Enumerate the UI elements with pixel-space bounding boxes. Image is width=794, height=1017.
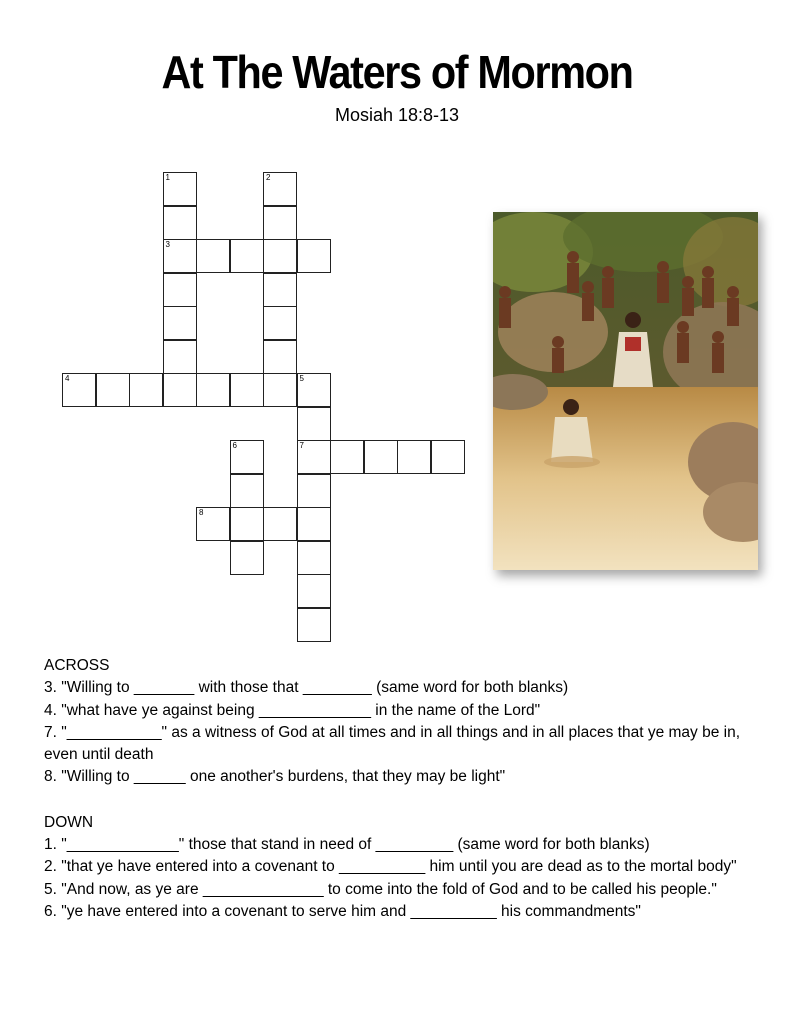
clue-number: 1 [165,173,170,182]
crossword-cell[interactable] [163,172,197,206]
crossword-cell[interactable] [297,373,331,407]
crossword-cell[interactable] [263,373,297,407]
across-clue-8: 8. "Willing to ______ one another's burdens, that they may be light" [44,768,506,786]
crossword-cell[interactable] [263,273,297,307]
crossword-cell[interactable] [297,440,331,474]
crossword-cell[interactable] [263,306,297,340]
crossword-cell[interactable] [263,239,297,273]
crossword-cell[interactable] [297,239,331,273]
crossword-cell[interactable] [196,373,230,407]
down-clue-6: 6. "ye have entered into a covenant to serve him and __________ his commandments" [44,902,641,920]
clue-number: 7 [299,441,304,450]
page-title: At The Waters of Mormon [161,46,633,98]
across-clue-3: 3. "Willing to _______ with those that ________ (same word for both blanks) [44,679,569,697]
crossword-cell[interactable] [431,440,465,474]
across-heading: ACROSS [44,657,110,674]
crossword-cell[interactable] [263,206,297,240]
down-clue-1: 1. "_____________" those that stand in need of _________ (same word for both blanks) [44,836,650,854]
crossword-cell[interactable] [263,172,297,206]
scripture-reference: Mosiah 18:8-13 [334,105,460,125]
crossword-cell[interactable] [297,574,331,608]
crossword-cell[interactable] [364,440,398,474]
across-clue-4: 4. "what have ye against being _____________ in the name of the Lord" [44,701,541,719]
crossword-cell[interactable] [163,340,197,374]
crossword-cell[interactable] [263,340,297,374]
baptism-painting [493,212,758,570]
clue-number: 2 [266,173,271,182]
clue-number: 6 [232,441,237,450]
crossword-cell[interactable] [330,440,364,474]
clue-number: 5 [299,374,304,383]
crossword-cell[interactable] [196,507,230,541]
crossword-cell[interactable] [230,507,264,541]
crossword-cell[interactable] [297,541,331,575]
crossword-cell[interactable] [96,373,130,407]
crossword-cell[interactable] [230,541,264,575]
across-clue-7: 7. "___________" as a witness of God at all times and in all things and in all places that ye may be in, even until death [44,723,741,764]
crossword-cell[interactable] [297,474,331,508]
crossword-cell[interactable] [230,239,264,273]
crossword-cell[interactable] [62,373,96,407]
crossword-cell[interactable] [297,507,331,541]
crossword-cell[interactable] [196,239,230,273]
crossword-cell[interactable] [163,306,197,340]
crossword-cell[interactable] [163,239,197,273]
down-heading: DOWN [44,813,94,831]
clue-number: 3 [165,240,170,249]
crossword-cell[interactable] [163,206,197,240]
crossword-cell[interactable] [163,373,197,407]
down-clue-2: 2. "that ye have entered into a covenant to __________ him until you are dead as to the mortal body" [44,858,737,876]
crossword-cell[interactable] [230,474,264,508]
crossword-cell[interactable] [230,440,264,474]
down-clue-5: 5. "And now, as ye are ______________ to come into the fold of God and to be called his people." [44,880,717,898]
crossword-cell[interactable] [297,608,331,642]
crossword-cell[interactable] [129,373,163,407]
crossword-cell[interactable] [163,273,197,307]
clue-list [44,655,764,923]
crossword-cell[interactable] [230,373,264,407]
crossword-cell[interactable] [297,407,331,441]
crossword-cell[interactable] [397,440,431,474]
clue-number: 4 [65,374,70,383]
crossword-cell[interactable] [263,507,297,541]
clue-number: 8 [199,508,204,517]
